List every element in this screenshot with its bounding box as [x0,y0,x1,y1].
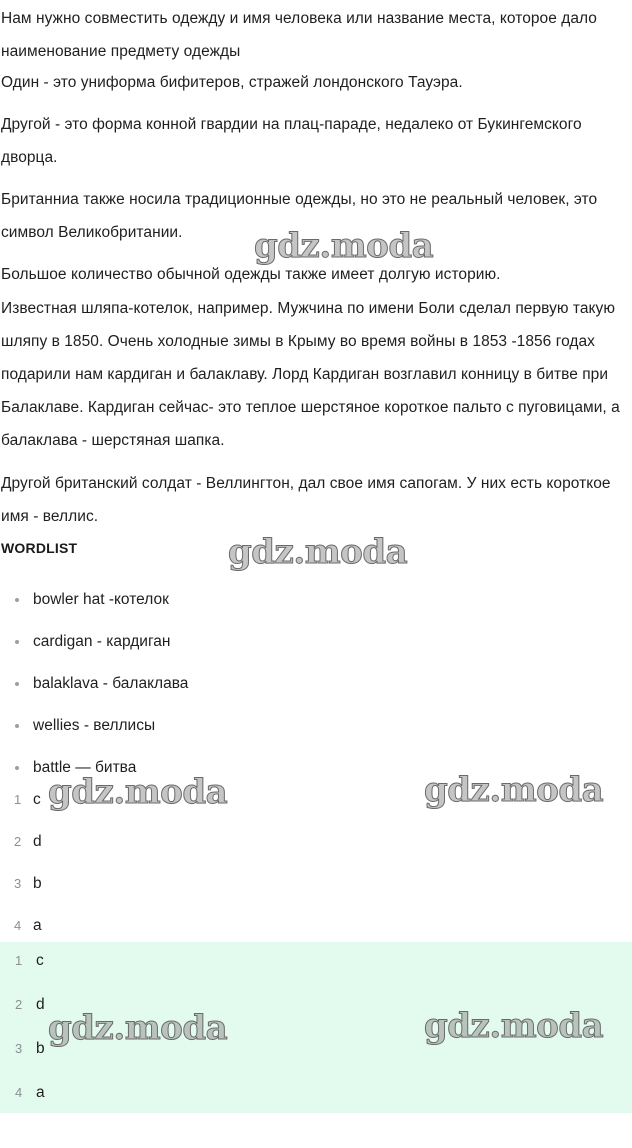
wordlist-item-text: balaklava - балаклава [33,675,189,692]
wordlist-heading: WORDLIST [1,540,78,556]
list-item [0,709,600,751]
answer-item [0,785,632,827]
bullet-icon [15,682,19,686]
answer-value: d [33,833,42,850]
answer-item [0,990,632,1034]
answer-number: 2 [15,997,23,1012]
paragraph-everyday-clothes: Большое количество обычной одежды также имеет долгую историю. [1,266,501,283]
paragraph-wellington: Другой британский солдат - Веллингтон, дал свое имя сапогам. У них есть короткое имя - веллис. [1,475,611,525]
answer-value: c [33,791,41,808]
answer-value: a [36,1084,45,1101]
answer-number: 4 [14,918,22,933]
watermark-logo: gdz.moda [424,770,604,810]
answer-value: b [33,875,42,892]
answer-number: 3 [15,1041,23,1056]
paragraph-beefeaters: Один - это униформа бифитеров, стражей лондонского Тауэра. [1,74,463,91]
wordlist-item-text: wellies - веллисы [33,717,156,734]
answer-value: c [36,952,44,969]
answer-value: d [36,996,45,1013]
answer-item [0,946,632,990]
answer-item [0,1034,632,1078]
wordlist-item-text: bowler hat -котелок [33,591,169,608]
highlighted-answers-list [0,946,632,1122]
answers-list [0,785,632,953]
list-item [0,583,600,625]
paragraph-horse-guards: Другой - это форма конной гвардии на плац-параде, недалеко от Букингемского дворца. [1,116,582,166]
watermark-logo: gdz.moda [228,532,408,572]
answer-number: 1 [15,953,23,968]
paragraph-intro: Нам нужно совместить одежду и имя человека или название места, которое дало наименование предмету одежды [1,10,597,60]
answers-highlight-box [0,942,632,1113]
wordlist-item-text: battle — битва [33,759,137,776]
bullet-icon [15,640,19,644]
watermark-logo: gdz.moda [48,772,228,812]
paragraph-britannia: Британниа также носила традиционные одежды, но это не реальный человек, это символ Великобритании. [1,191,598,241]
list-item [0,667,600,709]
watermark-logo: gdz.moda [424,1006,604,1046]
answer-item [0,1078,632,1122]
answer-number: 4 [15,1085,23,1100]
answer-item [0,869,632,911]
watermark-logo: gdz.moda [254,226,434,266]
paragraph-bowler-cardigan: Известная шляпа-котелок, например. Мужчина по имени Боли сделал первую такую шляпу в 1850. Очень холодные зимы в Крыму во время войны в 1853 -1856 годах подарили нам кардиган и балаклаву. Лорд Кардиган возглавил конницу в битве при Балаклаве. Кардиган сейчас- это теплое шерстяное короткое пальто с пуговицами, а балаклава - шерстяная шапка. [1,300,620,449]
answer-number: 1 [14,792,22,807]
answer-number: 3 [14,876,22,891]
bullet-icon [15,598,19,602]
watermark-logo: gdz.moda [48,1008,228,1048]
answer-number: 2 [14,834,22,849]
bullet-icon [15,766,19,770]
answer-item [0,827,632,869]
wordlist-item-text: cardigan - кардиган [33,633,171,650]
list-item [0,625,600,667]
answer-value: a [33,917,42,934]
bullet-icon [15,724,19,728]
wordlist [0,583,600,793]
answer-value: b [36,1040,45,1057]
